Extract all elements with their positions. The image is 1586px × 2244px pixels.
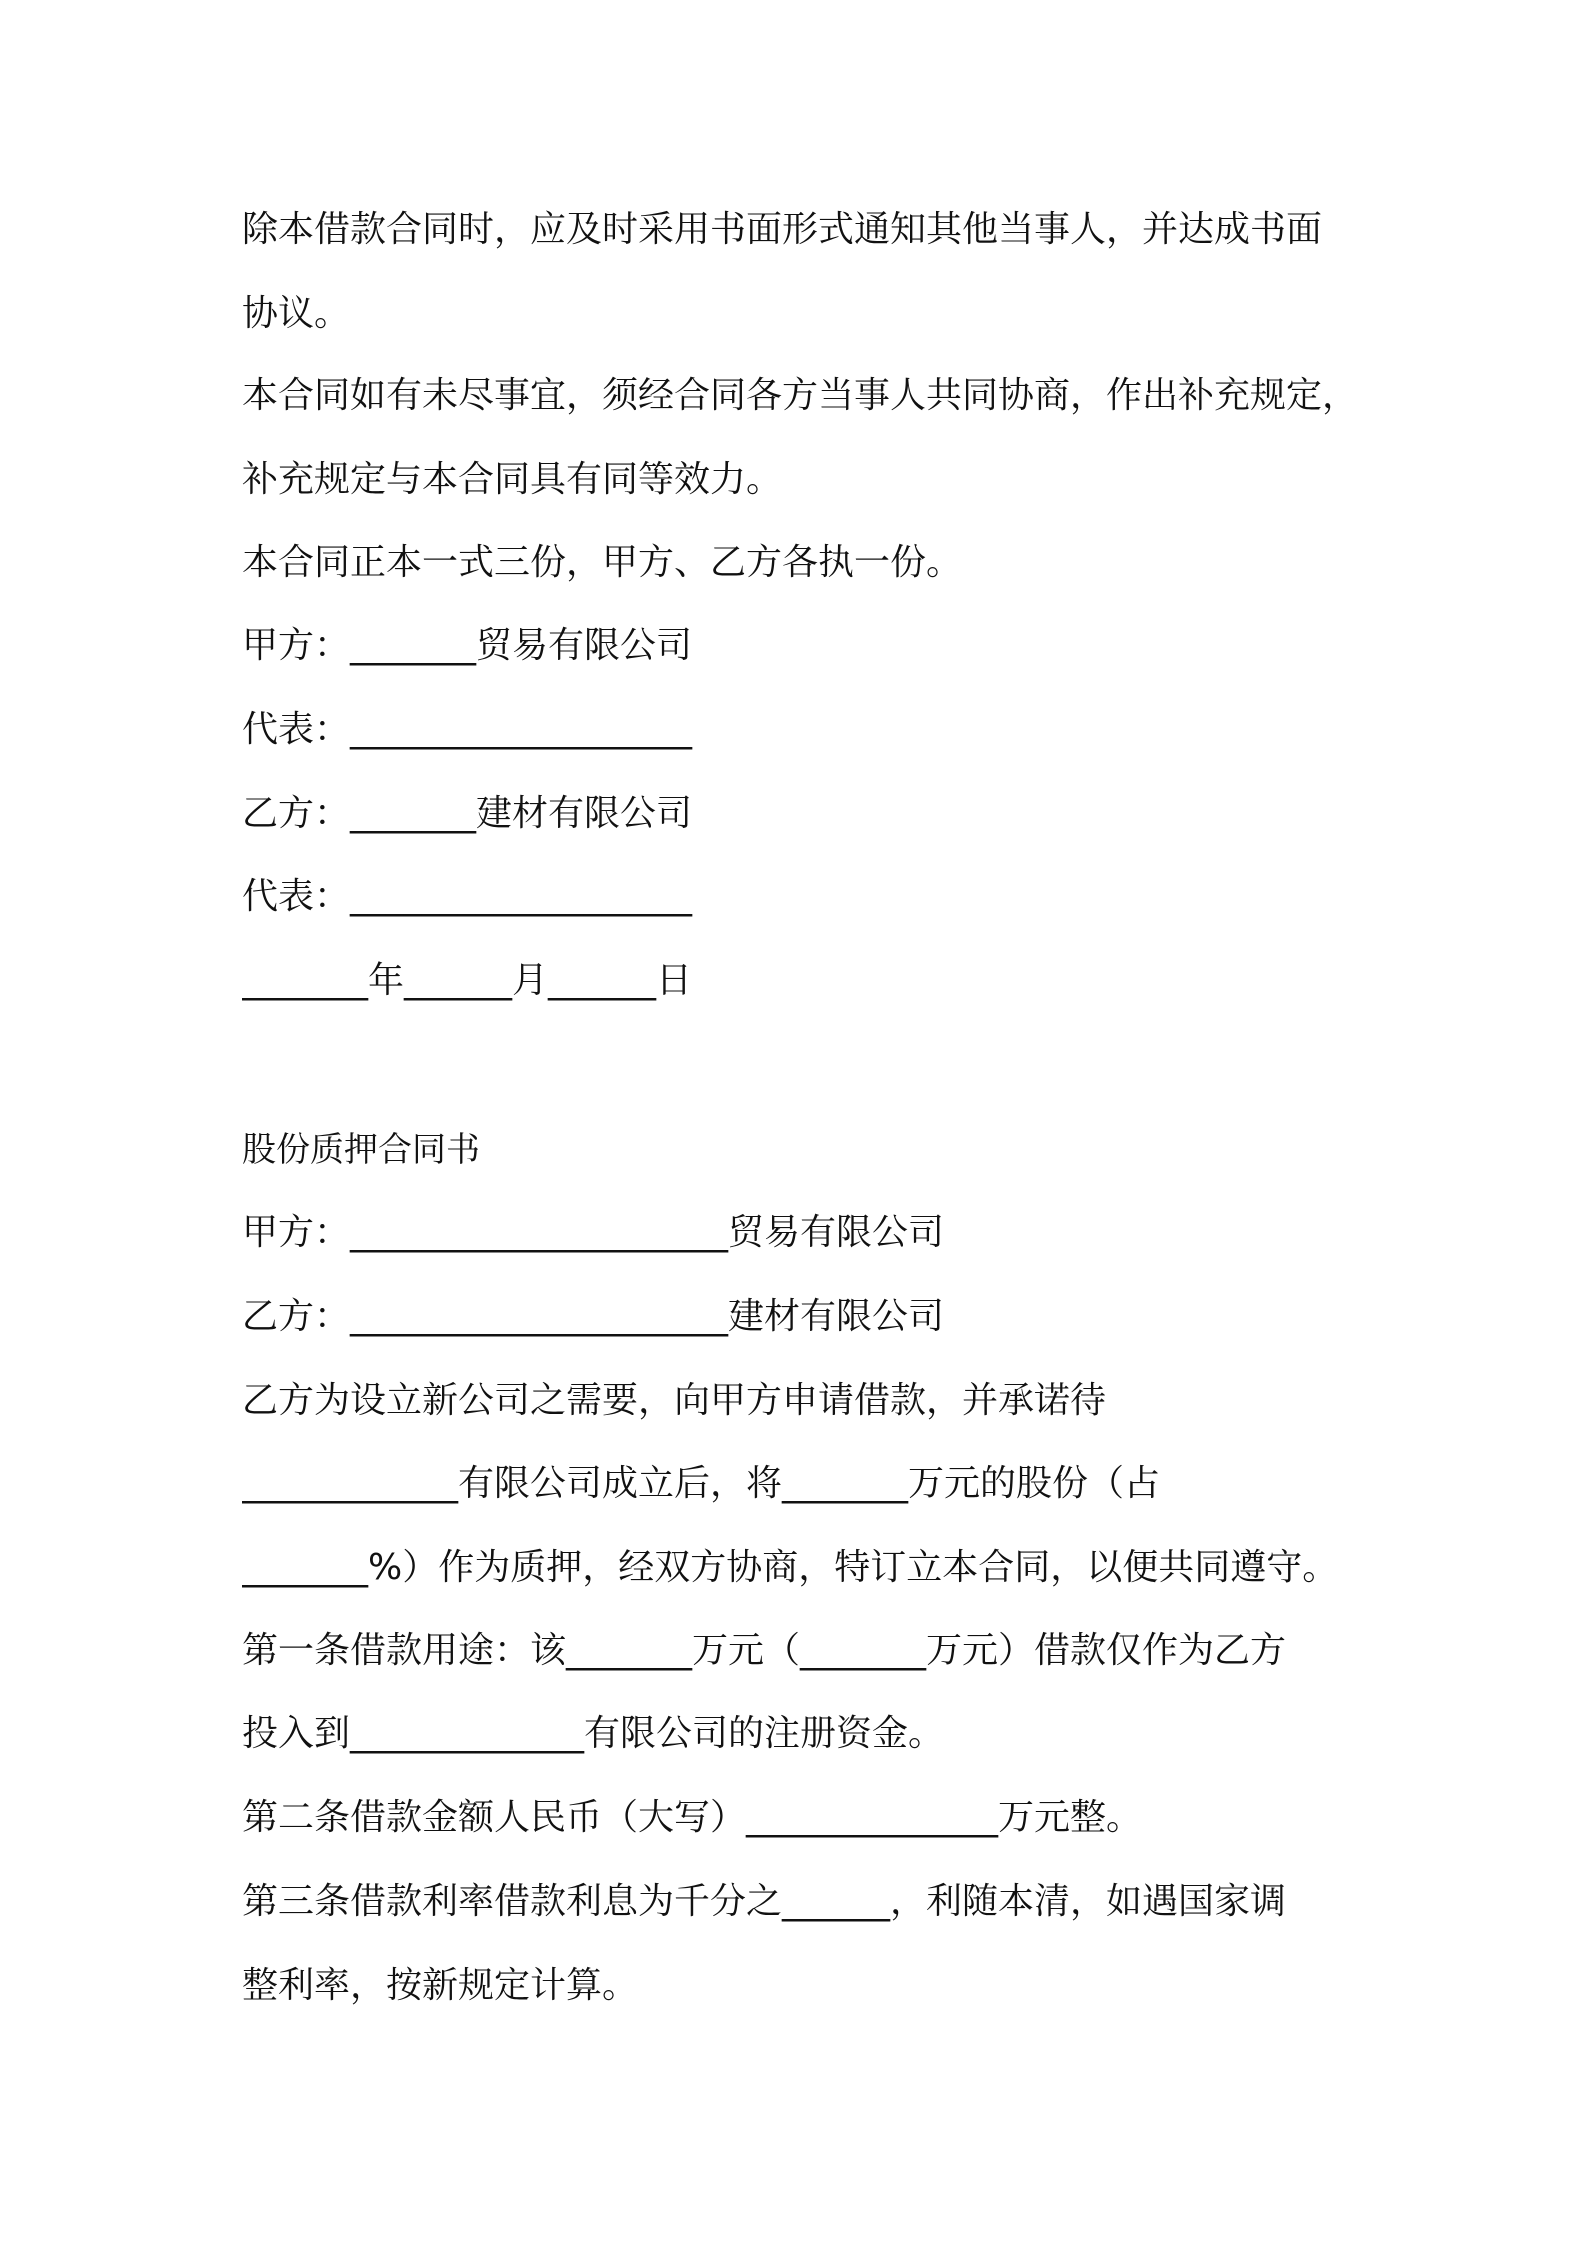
representative-b-line: 代表：___________________ bbox=[242, 876, 693, 917]
representative-a-line: 代表：___________________ bbox=[242, 709, 693, 750]
date-line: _______年______月______日 bbox=[242, 960, 692, 1001]
article-1-line: 第一条借款用途：该_______万元（_______万元）借款仅作为乙方 bbox=[242, 1630, 1287, 1671]
party-b-line: 乙方：_____________________建材有限公司 bbox=[242, 1296, 945, 1337]
article-3-line: 第三条借款利率借款利息为千分之______，利随本清，如遇国家调 bbox=[242, 1881, 1287, 1922]
article-1-line: 投入到_____________有限公司的注册资金。 bbox=[242, 1713, 945, 1754]
article-2-line: 第二条借款金额人民币（大写）______________万元整。 bbox=[242, 1797, 1143, 1838]
contract-text-line: 本合同正本一式三份，甲方、乙方各执一份。 bbox=[242, 542, 963, 583]
party-b-line: 乙方：_______建材有限公司 bbox=[242, 793, 693, 834]
article-3-line: 整利率，按新规定计算。 bbox=[242, 1965, 639, 2006]
contract-text-line: 除本借款合同时，应及时采用书面形式通知其他当事人，并达成书面 bbox=[242, 209, 1323, 250]
section-title: 股份质押合同书 bbox=[242, 1130, 480, 1170]
contract-text-line: _______%）作为质押，经双方协商，特订立本合同，以便共同遵守。 bbox=[242, 1547, 1339, 1588]
contract-text-line: ____________有限公司成立后，将_______万元的股份（占 bbox=[242, 1463, 1161, 1504]
party-a-line: 甲方：_______贸易有限公司 bbox=[242, 625, 693, 666]
contract-text-line: 协议。 bbox=[242, 293, 351, 334]
contract-text-line: 本合同如有未尽事宜，须经合同各方当事人共同协商，作出补充规定， bbox=[242, 375, 1359, 416]
contract-text-line: 乙方为设立新公司之需要，向甲方申请借款，并承诺待 bbox=[242, 1380, 1107, 1421]
contract-text-line: 补充规定与本合同具有同等效力。 bbox=[242, 459, 783, 500]
party-a-line: 甲方：_____________________贸易有限公司 bbox=[242, 1212, 945, 1253]
